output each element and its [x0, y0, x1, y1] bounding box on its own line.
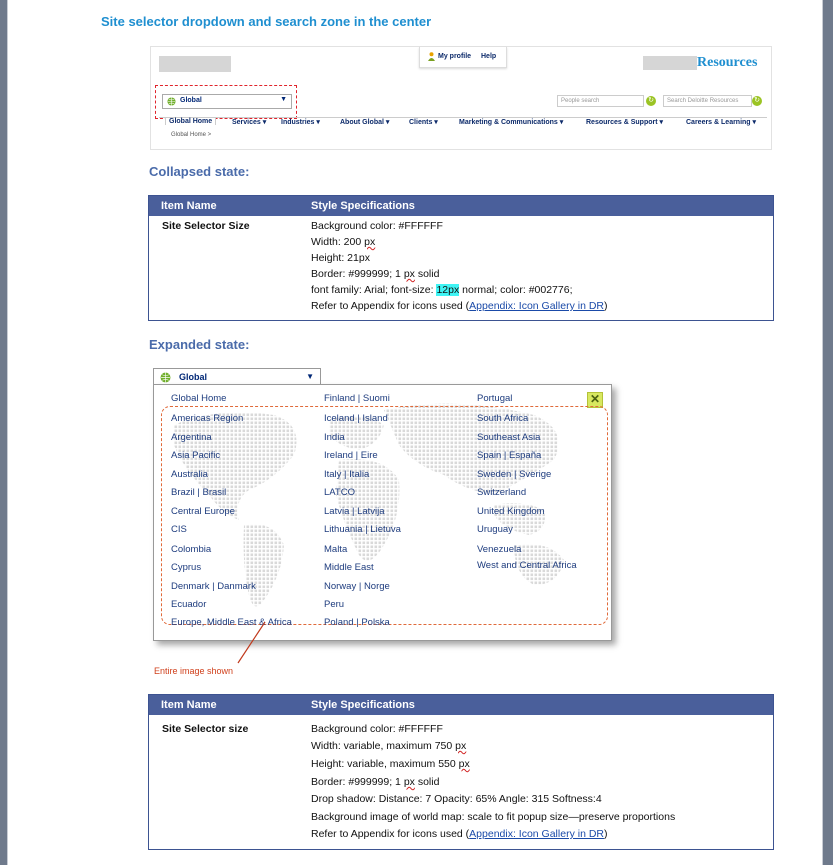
col-style-spec: Style Specifications [311, 200, 415, 212]
country-option[interactable]: South Africa [477, 413, 529, 424]
country-option[interactable]: Asia Pacific [171, 450, 221, 461]
country-option[interactable]: Norway | Norge [324, 581, 390, 592]
nav-clients[interactable]: Clients ▾ [409, 119, 438, 126]
table-header [149, 196, 773, 216]
chevron-down-icon: ▼ [280, 96, 287, 103]
nav-marketing[interactable]: Marketing & Communications ▾ [459, 119, 564, 126]
nav-industries[interactable]: Industries ▾ [281, 119, 320, 126]
country-option[interactable]: Southeast Asia [477, 432, 541, 443]
site-search-input[interactable]: Search Deloitte Resources [663, 95, 752, 107]
country-option[interactable]: Denmark | Danmark [171, 581, 256, 592]
chevron-down-icon: ▼ [306, 372, 314, 381]
country-option[interactable]: Europe, Middle East & Africa [171, 617, 292, 628]
nav-about-global[interactable]: About Global ▾ [340, 119, 390, 126]
country-option[interactable]: United Kingdom [477, 506, 545, 517]
expanded-state-title: Expanded state: [149, 337, 250, 352]
country-option[interactable]: Sweden | Sverige [477, 469, 552, 480]
country-option[interactable]: Americas Region [171, 413, 244, 424]
site-selector-mini[interactable] [162, 94, 292, 109]
item-name: Site Selector size [162, 723, 249, 735]
spec-refer: Refer to Appendix for icons used (Appendix: Icon Gallery in DR) [311, 300, 608, 312]
nav-careers-learning[interactable]: Careers & Learning ▾ [686, 119, 757, 126]
spec-height: Height: variable, maximum 550 px [311, 758, 470, 770]
spec-background: Background color: #FFFFFF [311, 723, 443, 735]
spec-map: Background image of world map: scale to fit popup size—preserve proportions [311, 811, 676, 823]
spec-font: font family: Arial; font-size: 12px normal; color: #002776; [311, 284, 573, 296]
header-screenshot [150, 46, 772, 150]
country-option[interactable]: Uruguay [477, 524, 513, 535]
appendix-link[interactable]: Appendix: Icon Gallery in DR [469, 828, 604, 840]
close-icon[interactable]: ✕ [587, 392, 603, 408]
country-option[interactable]: Colombia [171, 544, 212, 555]
spec-height: Height: 21px [311, 252, 370, 264]
nav-resources-support[interactable]: Resources & Support ▾ [586, 119, 664, 126]
country-option[interactable]: Central Europe [171, 506, 235, 517]
country-option[interactable]: Spain | España [477, 450, 542, 461]
site-selector-mini-value: Global [180, 97, 202, 104]
spec-width: Width: 200 px [311, 236, 376, 248]
page-heading: Site selector dropdown and search zone in the center [101, 14, 432, 29]
brand-placeholder [643, 56, 697, 70]
breadcrumb: Global Home > [171, 132, 212, 138]
spec-refer: Refer to Appendix for icons used (Appendix: Icon Gallery in DR) [311, 828, 608, 840]
main-nav [159, 117, 767, 130]
spec-width: Width: variable, maximum 750 px [311, 740, 467, 752]
country-option[interactable]: Brazil | Brasil [171, 487, 227, 498]
country-option[interactable]: LATCO [324, 487, 355, 498]
globe-icon [160, 372, 171, 383]
appendix-link[interactable]: Appendix: Icon Gallery in DR [469, 300, 604, 312]
my-profile-link[interactable]: My profile [438, 53, 472, 60]
expanded-spec-table [148, 694, 774, 850]
country-option[interactable]: Cyprus [171, 562, 202, 573]
spec-border: Border: #999999; 1 px solid [311, 776, 440, 788]
col-item-name: Item Name [161, 200, 217, 212]
country-option[interactable]: Argentina [171, 432, 212, 443]
col-style-spec: Style Specifications [311, 699, 415, 711]
nav-global-home[interactable]: Global Home [165, 118, 216, 125]
country-option[interactable]: Portugal [477, 393, 513, 404]
spec-background: Background color: #FFFFFF [311, 220, 443, 232]
annotation-text: Entire image shown [154, 666, 234, 676]
people-search-go-icon[interactable]: ↻ [646, 96, 656, 106]
collapsed-spec-table [148, 195, 774, 321]
site-selector-value: Global [179, 372, 208, 382]
logo-placeholder [159, 56, 231, 72]
site-search-go-icon[interactable]: ↻ [752, 96, 762, 106]
document-page [7, 0, 823, 865]
country-option[interactable]: India [324, 432, 345, 443]
item-name: Site Selector Size [162, 220, 250, 232]
country-option[interactable]: Ecuador [171, 599, 207, 610]
country-option[interactable]: West and Central Africa [477, 560, 577, 571]
spec-border: Border: #999999; 1 px solid [311, 268, 440, 280]
annotation-arrow [232, 618, 272, 668]
country-option[interactable]: Australia [171, 469, 208, 480]
people-search-input[interactable]: People search [557, 95, 644, 107]
site-selector-popup [153, 384, 612, 641]
collapsed-state-title: Collapsed state: [149, 164, 250, 179]
help-link[interactable]: Help [481, 53, 497, 60]
country-option[interactable]: Global Home [171, 393, 227, 404]
country-option[interactable]: Finland | Suomi [324, 393, 390, 404]
country-option[interactable]: Latvia | Latvija [324, 506, 385, 517]
col-item-name: Item Name [161, 699, 217, 711]
country-option[interactable]: Middle East [324, 562, 374, 573]
country-option[interactable]: Lithuania | Lietuva [324, 524, 401, 535]
country-option[interactable]: Ireland | Eire [324, 450, 378, 461]
country-option[interactable]: Peru [324, 599, 345, 610]
country-option[interactable]: Italy | Italia [324, 469, 370, 480]
resources-logo: Resources [697, 55, 758, 70]
country-option[interactable]: Malta [324, 544, 348, 555]
table-header [149, 695, 773, 715]
country-option[interactable]: Iceland | Island [324, 413, 388, 424]
globe-icon [167, 97, 176, 106]
country-option[interactable]: CIS [171, 524, 187, 535]
country-option[interactable]: Switzerland [477, 487, 527, 498]
country-option[interactable]: Poland | Polska [324, 617, 390, 628]
profile-box [419, 47, 507, 68]
person-icon [428, 52, 435, 61]
country-option[interactable]: Venezuela [477, 544, 522, 555]
nav-services[interactable]: Services ▾ [232, 119, 267, 126]
spec-shadow: Drop shadow: Distance: 7 Opacity: 65% Angle: 315 Softness:4 [311, 793, 602, 805]
